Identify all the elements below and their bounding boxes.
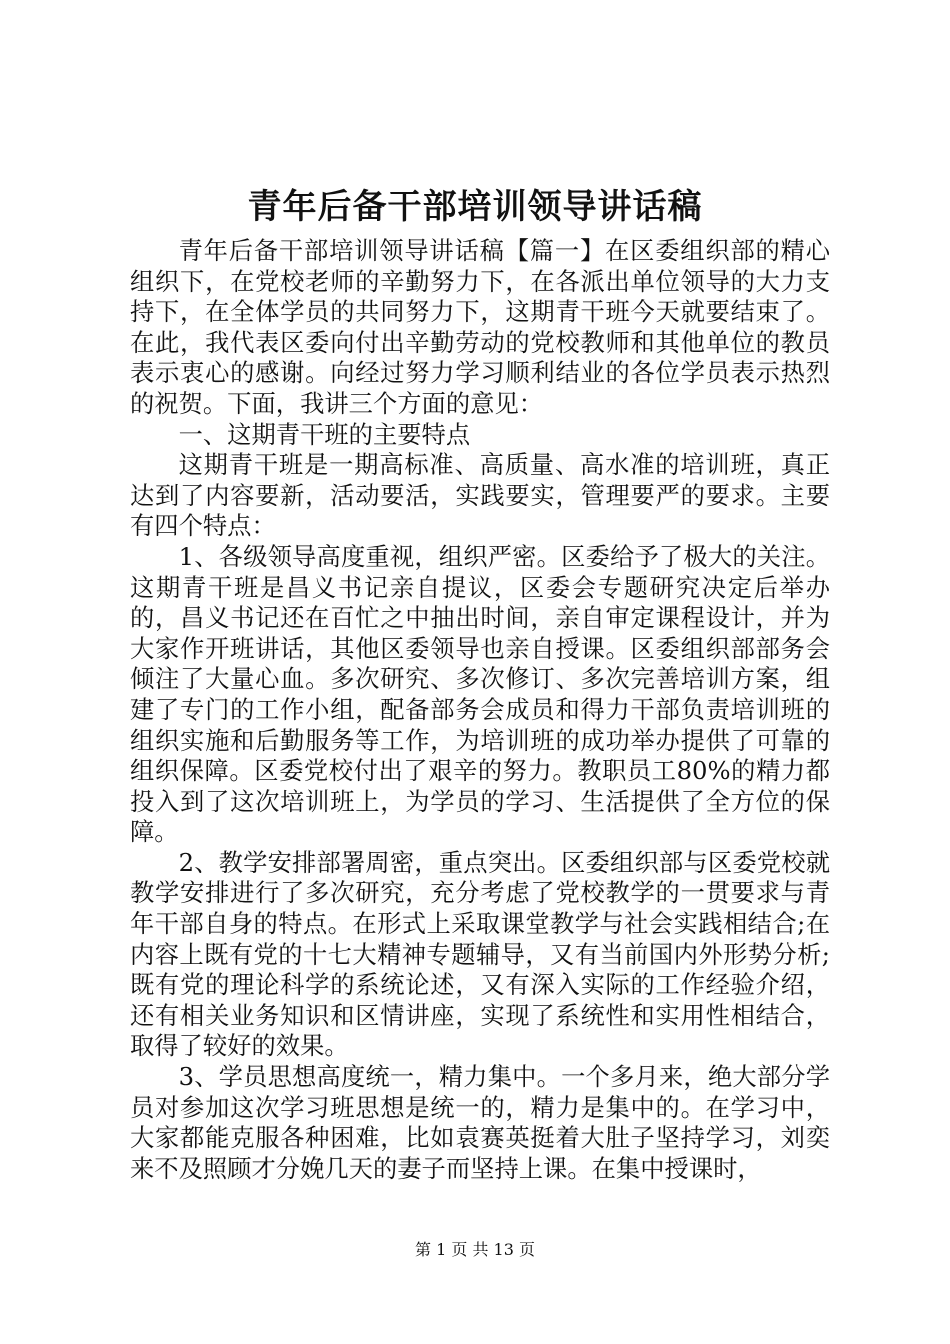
section-heading: 一、这期青干班的主要特点 [178, 419, 471, 449]
paragraph-point-2: 2、教学安排部署周密，重点突出。区委组织部与区委党校就教学安排进行了多次研究，充分考虑了党校教学的一贯要求与青年干部自身的特点。在形式上采取课堂教学与社会实践相结合;在内容上既有党的十七大精神专题辅导，又有当前国内外形势分析;既有党的理论科学的系统论述，又有深入实际的工作经验介绍，还有相关业务知识和区情讲座，实现了系统性和实用性相结合，取得了较好的效果。 [130, 847, 830, 1061]
paragraph-point-1: 1、各级领导高度重视，组织严密。区委给予了极大的关注。这期青干班是昌义书记亲自提议，区委会专题研究决定后举办的，昌义书记还在百忙之中抽出时间，亲自审定课程设计，并为大家作开班讲话，其他区委领导也亲自授课。区委组织部部务会倾注了大量心血。多次研究、多次修订、多次完善培训方案，组建了专门的工作小组，配备部务会成员和得力干部负责培训班的组织实施和后勤服务等工作，为培训班的成功举办提供了可靠的组织保障。区委党校付出了艰辛的努力。教职员工80%的精力都投入到了这次培训班上，为学员的学习、生活提供了全方位的保障。 [130, 541, 830, 847]
paragraph-point-3: 3、学员思想高度统一，精力集中。一个多月来，绝大部分学员对参加这次学习班思想是统一的，精力是集中的。在学习中，大家都能克服各种困难，比如袁赛英挺着大肚子坚持学习，刘奕来不及照顾才分娩几天的妻子而坚持上课。在集中授课时， [130, 1062, 830, 1183]
document-title: 青年后备干部培训领导讲话稿 [247, 187, 703, 227]
paragraph-overview: 这期青干班是一期高标准、高质量、高水准的培训班，真正达到了内容要新，活动要活，实践要实，管理要严的要求。主要有四个特点： [130, 450, 830, 541]
paragraph-intro: 青年后备干部培训领导讲话稿【篇一】在区委组织部的精心组织下，在党校老师的辛勤努力下，在各派出单位领导的大力支持下，在全体学员的共同努力下，这期青干班今天就要结束了。在此，我代表区委向付出辛勤劳动的党校教师和其他单位的教员表示衷心的感谢。向经过努力学习顺利结业的各位学员表示热烈的祝贺。下面，我讲三个方面的意见： [130, 236, 830, 418]
document-body [130, 236, 830, 1184]
page-number-footer: 第 1 页 共 13 页 [415, 1240, 535, 1259]
